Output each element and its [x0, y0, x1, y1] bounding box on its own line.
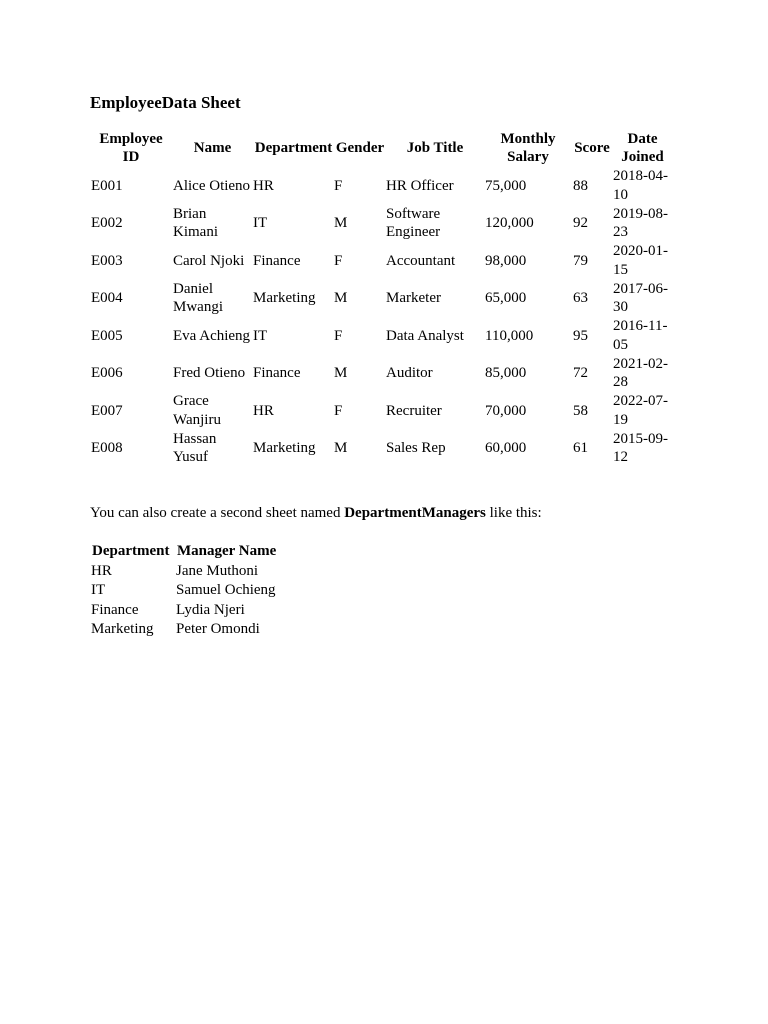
- table-row: [90, 167, 673, 205]
- cell-manager-name: Lydia Njeri: [176, 601, 245, 618]
- cell-name: Carol Njoki: [173, 252, 245, 269]
- cell-name: Alice Otieno: [173, 177, 251, 194]
- cell-score: 58: [573, 402, 588, 419]
- cell-score: 61: [573, 440, 588, 456]
- table-row: [90, 280, 673, 318]
- cell-monthly-salary: 75,000: [485, 177, 527, 194]
- note-sheet-name: DepartmentManagers: [344, 505, 486, 521]
- header-name: Name: [193, 139, 232, 156]
- header-manager-name: Manager Name: [177, 543, 277, 559]
- cell-department: Finance: [91, 601, 139, 618]
- header-row: [90, 542, 279, 562]
- cell-employee-id: E006: [91, 365, 123, 381]
- table-row: [90, 562, 279, 582]
- cell-job-title: Accountant: [386, 252, 456, 269]
- manager-table-body: [90, 562, 279, 640]
- cell-job-title: Recruiter: [386, 402, 442, 419]
- table-row: [90, 392, 673, 430]
- cell-employee-id: E004: [91, 290, 123, 306]
- document-title: EmployeeData Sheet: [90, 93, 241, 112]
- header-monthly-salary: Monthly Salary: [500, 130, 556, 165]
- employee-table-header: [90, 129, 673, 167]
- cell-name: Grace Wanjiru: [173, 393, 221, 428]
- cell-date-joined: 2015-09-12: [613, 430, 668, 466]
- header-score: Score: [574, 139, 610, 156]
- header-date-joined: Date Joined: [621, 130, 664, 165]
- cell-employee-id: E007: [91, 402, 123, 419]
- header-employee-id: Employee ID: [99, 130, 163, 165]
- cell-gender: F: [334, 402, 343, 419]
- cell-score: 72: [573, 365, 588, 381]
- cell-monthly-salary: 60,000: [485, 440, 527, 456]
- cell-date-joined: 2016-11-05: [613, 318, 668, 353]
- cell-name: Daniel Mwangi: [173, 280, 223, 316]
- cell-name: Hassan Yusuf: [173, 430, 217, 466]
- cell-score: 79: [573, 252, 588, 269]
- cell-department: HR: [91, 562, 112, 579]
- cell-gender: M: [334, 290, 348, 306]
- cell-monthly-salary: 120,000: [485, 215, 534, 231]
- cell-manager-name: Jane Muthoni: [176, 562, 259, 579]
- cell-name: Fred Otieno: [173, 365, 246, 381]
- cell-score: 63: [573, 290, 588, 306]
- cell-department: Finance: [253, 365, 301, 381]
- cell-gender: M: [334, 365, 348, 381]
- cell-score: 95: [573, 327, 588, 344]
- table-row: [90, 601, 279, 621]
- cell-date-joined: 2020-01-15: [613, 243, 668, 278]
- table-row: [90, 430, 673, 468]
- cell-score: 88: [573, 177, 588, 194]
- cell-department: Marketing: [91, 621, 154, 638]
- cell-date-joined: 2018-04-10: [613, 168, 668, 203]
- manager-table-header: [90, 542, 279, 562]
- cell-gender: F: [334, 177, 343, 194]
- cell-monthly-salary: 110,000: [485, 327, 534, 344]
- cell-employee-id: E002: [91, 215, 123, 231]
- header-department: Department: [254, 139, 333, 156]
- cell-job-title: Sales Rep: [386, 440, 446, 456]
- cell-employee-id: E008: [91, 440, 123, 456]
- cell-name: Brian Kimani: [173, 205, 218, 241]
- header-department: Department: [92, 543, 170, 559]
- cell-job-title: Auditor: [386, 365, 433, 381]
- table-row: [90, 620, 279, 640]
- cell-employee-id: E003: [91, 252, 123, 269]
- cell-job-title: Marketer: [386, 290, 441, 306]
- cell-monthly-salary: 98,000: [485, 252, 527, 269]
- cell-department: Marketing: [253, 290, 316, 306]
- cell-department: HR: [253, 177, 274, 194]
- cell-date-joined: 2017-06-30: [613, 280, 668, 316]
- cell-date-joined: 2022-07-19: [613, 393, 668, 428]
- cell-job-title: Software Engineer: [386, 205, 441, 241]
- note-prefix: You can also create a second sheet named: [90, 505, 345, 521]
- note-paragraph: [90, 503, 690, 523]
- header-row: [90, 129, 673, 167]
- cell-department: IT: [253, 327, 268, 344]
- cell-date-joined: 2019-08-23: [613, 205, 668, 241]
- cell-gender: F: [334, 327, 343, 344]
- cell-job-title: Data Analyst: [386, 327, 464, 344]
- cell-department: IT: [91, 582, 106, 599]
- header-gender: Gender: [335, 139, 385, 156]
- cell-name: Eva Achieng: [173, 327, 251, 344]
- table-row: [90, 581, 279, 601]
- cell-manager-name: Samuel Ochieng: [176, 582, 276, 599]
- table-row: [90, 205, 673, 243]
- cell-monthly-salary: 70,000: [485, 402, 527, 419]
- cell-score: 92: [573, 215, 588, 231]
- table-row: [90, 317, 673, 355]
- cell-gender: M: [334, 215, 348, 231]
- manager-table: [90, 542, 279, 640]
- cell-department: HR: [253, 402, 274, 419]
- cell-monthly-salary: 85,000: [485, 365, 527, 381]
- cell-department: IT: [253, 215, 268, 231]
- cell-gender: F: [334, 252, 343, 269]
- header-job-title: Job Title: [406, 139, 464, 156]
- employee-table: [90, 129, 673, 467]
- document-page: [90, 91, 690, 640]
- note-suffix: like this:: [485, 505, 542, 521]
- cell-gender: M: [334, 440, 348, 456]
- cell-employee-id: E001: [91, 177, 123, 194]
- cell-date-joined: 2021-02-28: [613, 355, 668, 391]
- employee-table-body: [90, 167, 673, 467]
- cell-manager-name: Peter Omondi: [176, 621, 260, 638]
- table-row: [90, 355, 673, 393]
- cell-department: Finance: [253, 252, 301, 269]
- cell-monthly-salary: 65,000: [485, 290, 527, 306]
- cell-department: Marketing: [253, 440, 316, 456]
- cell-job-title: HR Officer: [386, 177, 454, 194]
- cell-employee-id: E005: [91, 327, 123, 344]
- table-row: [90, 242, 673, 280]
